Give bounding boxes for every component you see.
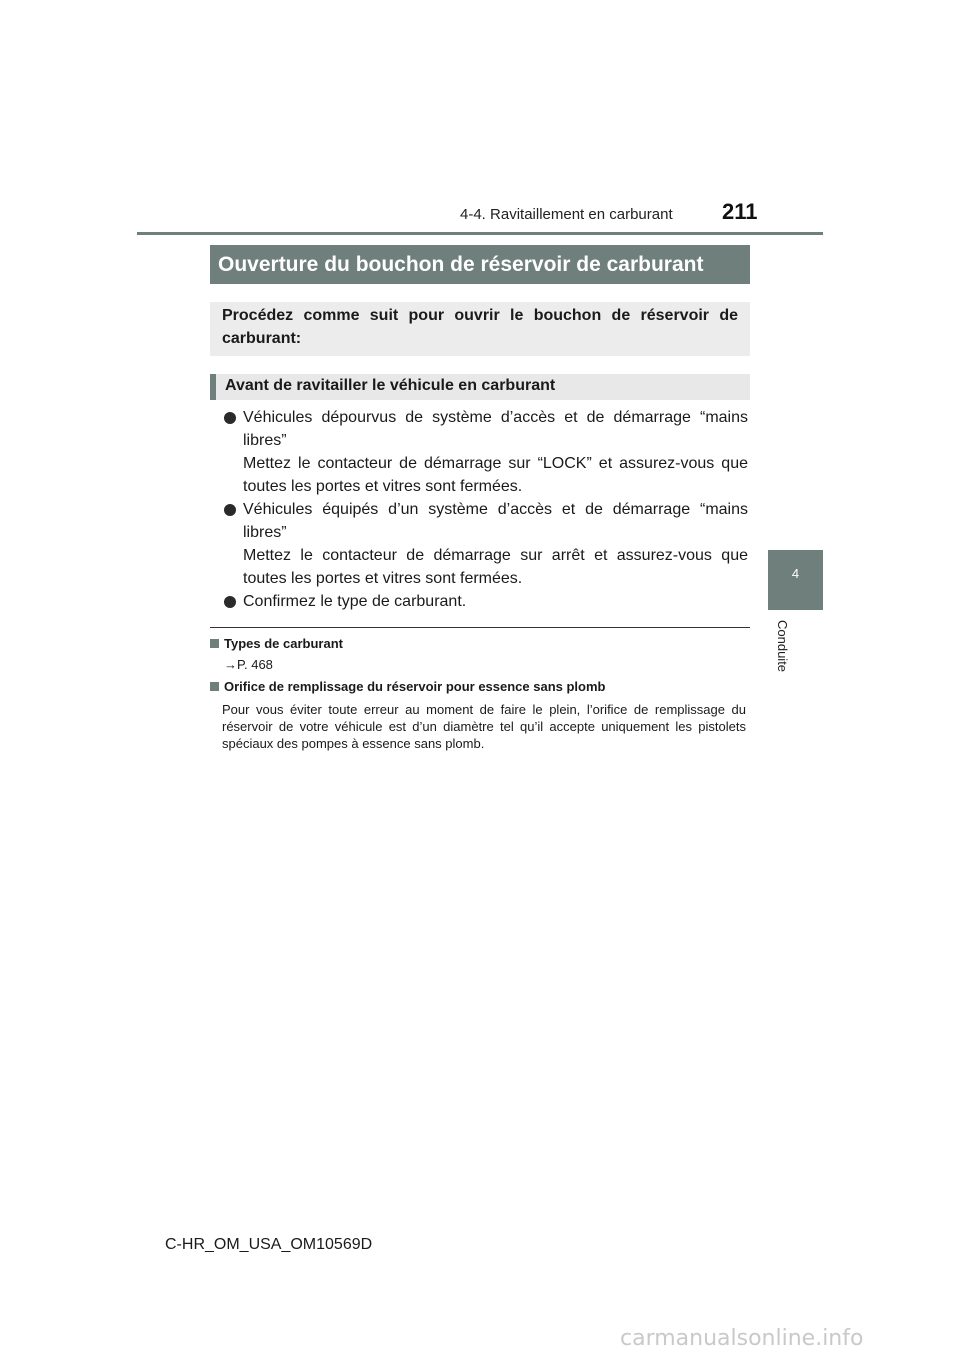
chapter-number: 4 bbox=[791, 566, 800, 581]
bullet-item bbox=[222, 498, 748, 590]
page-title: Ouverture du bouchon de réservoir de carburant bbox=[210, 245, 750, 284]
chapter-tab bbox=[768, 550, 823, 610]
bullet-body: Mettez le contacteur de démarrage sur arrêt et assurez-vous que toutes les portes et vitres sont fermées. bbox=[243, 547, 748, 587]
watermark: carmanualsonline.info bbox=[620, 1326, 864, 1351]
bullet-item bbox=[222, 590, 748, 613]
note-heading-text: Types de carburant bbox=[224, 636, 343, 651]
bullet-title: Véhicules équipés d’un système d’accès et de démarrage “mains libres” bbox=[243, 501, 748, 541]
bullet-dot-icon bbox=[224, 504, 236, 516]
note-heading-text: Orifice de remplissage du réservoir pour essence sans plomb bbox=[224, 679, 606, 694]
intro-text: Procédez comme suit pour ouvrir le bouchon de réservoir de carburant: bbox=[222, 307, 738, 347]
bullet-title: Confirmez le type de carburant. bbox=[243, 593, 467, 610]
header-rule bbox=[137, 232, 823, 235]
bullet-body: Mettez le contacteur de démarrage sur “LOCK” et assurez-vous que toutes les portes et vitres sont fermées. bbox=[243, 455, 748, 495]
bullet-dot-icon bbox=[224, 412, 236, 424]
square-bullet-icon bbox=[210, 682, 219, 691]
page-number: 211 bbox=[722, 199, 758, 224]
bullet-dot-icon bbox=[224, 596, 236, 608]
note-heading bbox=[210, 678, 605, 696]
chapter-label: Conduite bbox=[775, 620, 790, 673]
document-code: C-HR_OM_USA_OM10569D bbox=[165, 1236, 373, 1253]
note-heading bbox=[210, 635, 343, 653]
intro-box bbox=[210, 302, 750, 356]
note-body: Pour vous éviter toute erreur au moment de faire le plein, l’orifice de remplissage du réservoir de votre véhicule est d’un diamètre tel qu’il accepte uniquement les pistolets spéciaux des pompes à essence sans plomb. bbox=[222, 702, 746, 751]
bullet-title: Véhicules dépourvus de système d’accès et de démarrage “mains libres” bbox=[243, 409, 748, 449]
note-reference: →P. 468 bbox=[224, 657, 273, 672]
subheading: Avant de ravitailler le véhicule en carburant bbox=[210, 374, 750, 400]
section-divider bbox=[210, 627, 750, 628]
bullet-item bbox=[222, 406, 748, 498]
section-reference: 4-4. Ravitaillement en carburant bbox=[460, 206, 673, 223]
square-bullet-icon bbox=[210, 639, 219, 648]
